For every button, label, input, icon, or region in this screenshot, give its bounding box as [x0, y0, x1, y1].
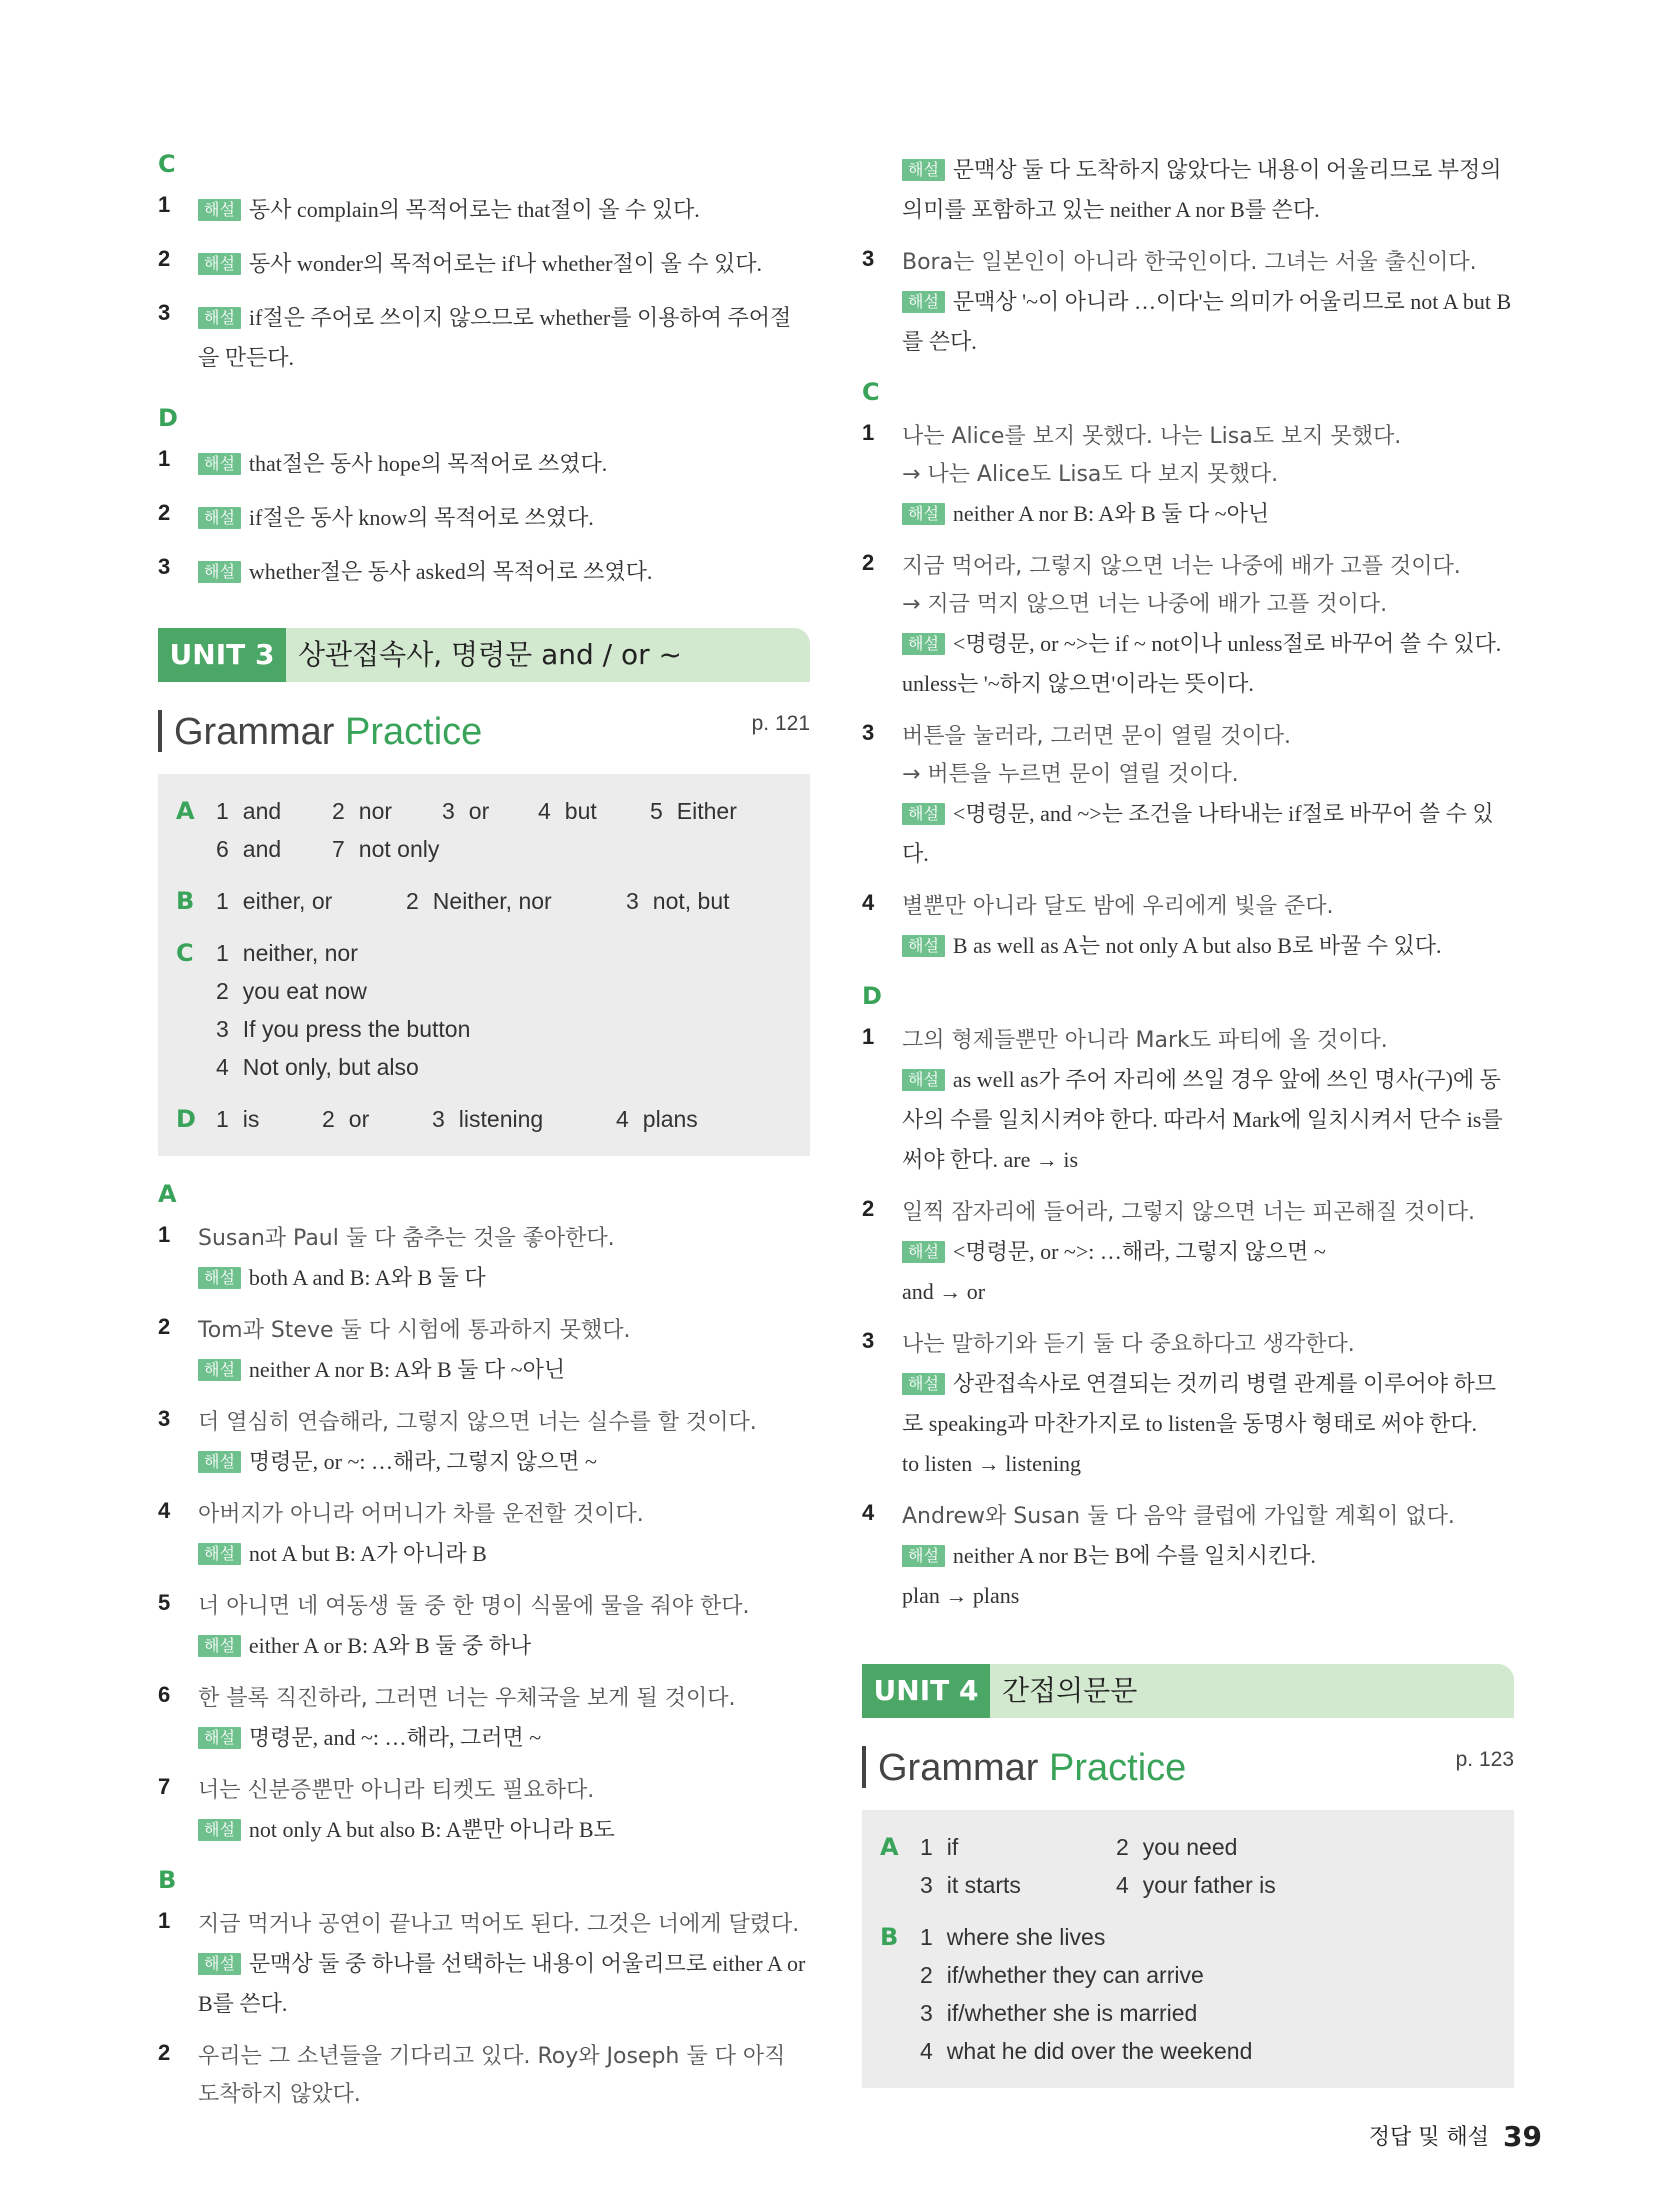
explanation-badge: 해설 — [902, 291, 945, 313]
list-item: 7 너는 신분증뿐만 아니라 티켓도 필요하다. 해설 not only A but also B: A뿐만 아니라 B도 — [158, 1774, 615, 1842]
unit3-tag: UNIT 3 — [158, 628, 286, 682]
section-d-letter: D — [158, 404, 178, 432]
explanation-badge: 해설 — [902, 1545, 945, 1567]
list-item: 1 지금 먹거나 공연이 끝나고 먹어도 된다. 그것은 너에게 달렸다. 해설 문맥상 둘 중 하나를 선택하는 내용이 어울리므로 either A or B를 쓴다. — [158, 1908, 806, 2016]
page-number: 39 — [1503, 2120, 1542, 2153]
list-item: 3 더 열심히 연습해라, 그렇지 않으면 너는 실수를 할 것이다. 해설 명령문, or ~: …해라, 그렇지 않으면 ~ — [158, 1406, 757, 1474]
explanation-badge: 해설 — [198, 1727, 241, 1749]
grammar-practice-heading: Grammar Practice p. 121 — [158, 702, 810, 762]
answer-box — [158, 774, 810, 1156]
list-item: 2 해설 동사 wonder의 목적어로는 if나 whether절이 올 수 있다. — [158, 246, 762, 276]
list-item: 1 해설 동사 complain의 목적어로는 that절이 올 수 있다. — [158, 192, 700, 222]
footer-label: 정답 및 해설 — [1368, 2125, 1490, 2150]
unit3-title: 상관접속사, 명령문 and / or ~ — [298, 638, 683, 671]
list-item: 4 아버지가 아니라 어머니가 차를 운전할 것이다. 해설 not A but B: A가 아니라 B — [158, 1498, 644, 1566]
section-b-letter: B — [158, 1866, 177, 1894]
answer-box — [862, 1810, 1514, 2088]
page-reference: p. 123 — [1455, 1748, 1514, 1771]
list-item: 3 Bora는 일본인이 아니라 한국인이다. 그녀는 서울 출신이다. 해설 문맥상 '~이 아니라 …이다'는 의미가 어울리므로 not A but B를 쓴다. — [862, 246, 1512, 354]
right-column — [862, 150, 1514, 2112]
explanation-badge: 해설 — [198, 1543, 241, 1565]
explanation-badge: 해설 — [198, 1635, 241, 1657]
unit4-tag: UNIT 4 — [862, 1664, 990, 1718]
unit4-header — [862, 1664, 1514, 1718]
section-c-letter: C — [862, 378, 880, 406]
page-footer — [1369, 2120, 1542, 2153]
answer-group-a: A 1 if 2 you need 3 it starts 4 your father is — [880, 1833, 1276, 1898]
explanation-badge: 해설 — [198, 1953, 241, 1975]
list-item: 4 별뿐만 아니라 달도 밤에 우리에게 빛을 준다. 해설 B as well as A는 not only A but also B로 바꿀 수 있다. — [862, 890, 1442, 958]
page-reference: p. 121 — [751, 712, 810, 735]
list-item: 1 해설 that절은 동사 hope의 목적어로 쓰였다. — [158, 446, 608, 476]
answer-group-b: B 1 either, or 2 Neither, nor 3 not, but — [176, 887, 730, 915]
list-item: 2 지금 먹어라, 그렇지 않으면 너는 나중에 배가 고플 것이다. → 지금 먹지 않으면 너는 나중에 배가 고플 것이다. 해설 <명령문, or ~>는 if ~ not이나 unless절로 바꾸어 쓸 수 있다. unless는 '~하지 않으면'이라는 뜻이다. — [862, 550, 1502, 696]
explanation-badge: 해설 — [902, 1373, 945, 1395]
unit4-title: 간접의문문 — [1002, 1674, 1138, 1707]
explanation-badge: 해설 — [902, 935, 945, 957]
explanation-badge: 해설 — [198, 1451, 241, 1473]
explanation-badge: 해설 — [198, 1359, 241, 1381]
list-item: 2 해설 if절은 동사 know의 목적어로 쓰였다. — [158, 500, 594, 530]
list-item: 3 버튼을 눌러라, 그러면 문이 열릴 것이다. → 버튼을 누르면 문이 열릴 것이다. 해설 <명령문, and ~>는 조건을 나타내는 if절로 바꾸어 쓸 수 있다. — [862, 720, 1494, 866]
list-item: 5 너 아니면 네 여동생 둘 중 한 명이 식물에 물을 줘야 한다. 해설 either A or B: A와 B 둘 중 하나 — [158, 1590, 750, 1658]
answer-group-a: A 1 and 2 nor 3 or 4 but 5 Either 6 and 7 not only — [176, 797, 737, 862]
explanation-badge: 해설 — [902, 803, 945, 825]
list-item: 3 나는 말하기와 듣기 둘 다 중요하다고 생각한다. 해설 상관접속사로 연결되는 것끼리 병렬 관계를 이루어야 하므로 speaking과 마찬가지로 to listen을 동명사 형태로 써야 한다. to listen → listening — [862, 1328, 1496, 1476]
list-item: 4 Andrew와 Susan 둘 다 음악 클럽에 가입할 계획이 없다. 해설 neither A nor B는 B에 수를 일치시킨다. plan → plans — [862, 1500, 1455, 1608]
explanation-badge: 해설 — [902, 1069, 945, 1091]
section-d-letter: D — [862, 982, 882, 1010]
explanation-badge: 해설 — [198, 507, 241, 529]
list-item: 3 해설 if절은 주어로 쓰이지 않으므로 whether를 이용하여 주어절을 만든다. — [158, 300, 792, 370]
left-column — [158, 150, 810, 2128]
explanation-badge: 해설 — [198, 253, 241, 275]
explanation-badge: 해설 — [902, 633, 945, 655]
unit3-header — [158, 628, 810, 682]
grammar-practice-heading: Grammar Practice p. 123 — [862, 1738, 1514, 1798]
explanation-badge: 해설 — [902, 1241, 945, 1263]
explanation-badge: 해설 — [198, 1267, 241, 1289]
section-a-letter: A — [158, 1180, 177, 1208]
list-item: 2 우리는 그 소년들을 기다리고 있다. Roy와 Joseph 둘 다 아직 도착하지 않았다. — [158, 2040, 786, 2107]
explanation-badge: 해설 — [198, 1819, 241, 1841]
list-item: 2 Tom과 Steve 둘 다 시험에 통과하지 못했다. 해설 neither A nor B: A와 B 둘 다 ~아닌 — [158, 1314, 631, 1382]
list-item: 1 나는 Alice를 보지 못했다. 나는 Lisa도 보지 못했다. → 나는 Alice도 Lisa도 다 보지 못했다. 해설 neither A nor B: A와 B 둘 다 ~아닌 — [862, 420, 1402, 526]
list-item: 2 일찍 잠자리에 들어라, 그렇지 않으면 너는 피곤해질 것이다. 해설 <명령문, or ~>: …해라, 그렇지 않으면 ~ and → or — [862, 1196, 1475, 1304]
answer-group-b: B 1 where she lives 2 if/whether they can arrive 3 if/whether she is married 4 what he did over the weekend — [880, 1923, 1253, 2064]
explanation-badge: 해설 — [902, 503, 945, 525]
explanation-badge: 해설 — [198, 199, 241, 221]
explanation-badge: 해설 — [198, 307, 241, 329]
list-item: 6 한 블록 직진하라, 그러면 너는 우체국을 보게 될 것이다. 해설 명령문, and ~: …해라, 그러면 ~ — [158, 1682, 736, 1750]
list-item-continued: 해설 문맥상 둘 다 도착하지 않았다는 내용이 어울리므로 부정의 의미를 포함하고 있는 neither A nor B를 쓴다. — [902, 157, 1502, 222]
answer-group-c: C 1 neither, nor 2 you eat now 3 If you press the button 4 Not only, but also — [176, 939, 471, 1080]
explanation-badge: 해설 — [198, 561, 241, 583]
answer-group-d: D 1 is 2 or 3 listening 4 plans — [176, 1105, 698, 1133]
list-item: 3 해설 whether절은 동사 asked의 목적어로 쓰였다. — [158, 554, 653, 584]
section-c-letter: C — [158, 150, 176, 178]
list-item: 1 그의 형제들뿐만 아니라 Mark도 파티에 올 것이다. 해설 as well as가 주어 자리에 쓰일 경우 앞에 쓰인 명사(구)에 동사의 수를 일치시켜야 한다. 따라서 Mark에 일치시켜서 단수 is를 써야 한다. are → is — [862, 1024, 1503, 1172]
list-item: 1 Susan과 Paul 둘 다 춤추는 것을 좋아한다. 해설 both A and B: A와 B 둘 다 — [158, 1222, 615, 1290]
explanation-badge: 해설 — [198, 453, 241, 475]
explanation-badge: 해설 — [902, 159, 945, 181]
